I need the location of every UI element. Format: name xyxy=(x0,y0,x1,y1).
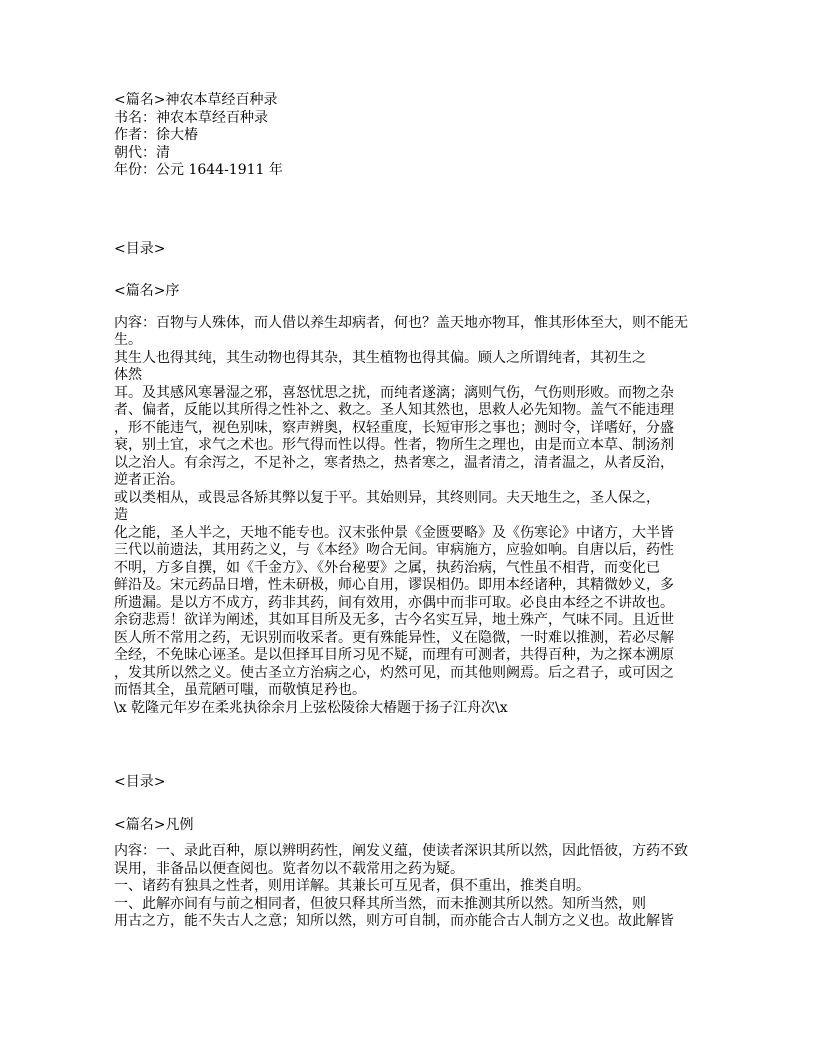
text-line: 耳。及其感风寒暑湿之邪，喜怒忧思之扰，而纯者遂漓；漓则气伤，气伤则形败。而物之杂 xyxy=(114,384,674,401)
toc-marker: <目录> xyxy=(114,774,166,790)
text-line: 其生人也得其纯，其生动物也得其杂，其生植物也得其偏。顾人之所谓纯者，其初生之 xyxy=(114,349,646,366)
text-line: 生。 xyxy=(114,332,142,348)
text-line: 衰，别土宜，求气之术也。形气得而性以得。性者，物所生之理也，由是而立本草、制汤剂 xyxy=(114,437,674,453)
text-line: 或以类相从，或畏忌各矫其弊以复于平。其始则异，其终则同。夫天地生之，圣人保之， xyxy=(114,489,660,506)
text-line: 内容：百物与人殊体，而人借以养生却病者，何也？盖天地亦物耳，惟其形体至大，则不能无 xyxy=(114,314,688,331)
text-line: <篇名>神农本草经百种录 xyxy=(114,92,278,108)
text-line: ，形不能违气，视色别味，察声辨奥，权轻重度，长短审形之事也；测时令，详嗜好，分盛 xyxy=(114,419,674,436)
text-line: 鲜沿及。宋元药品日增，性未研极，师心自用，谬误相仍。即用本经诸种，其精微妙义，多 xyxy=(114,577,674,593)
chapter-title-preface: <篇名>序 xyxy=(114,283,180,299)
text-line: 三代以前遗法，其用药之义，与《本经》吻合无间。审病施方，应验如响。自唐以后，药性 xyxy=(114,542,674,558)
text-line: 一、此解亦间有与前之相同者，但彼只释其所当然，而未推测其所以然。知所当然，则 xyxy=(114,895,646,912)
text-line: 一、诸药有独具之性者，则用详解。其兼长可互见者，俱不重出，推类自明。 xyxy=(114,878,590,894)
section-preface xyxy=(114,241,720,718)
text-line: 而悟其全，虽荒陋可嗤，而敬慎足矜也。 xyxy=(114,682,366,698)
text-line: 书名：神农本草经百种录 xyxy=(114,109,268,126)
chapter-title-fanli: <篇名>凡例 xyxy=(114,816,194,833)
text-line: ，发其所以然之义。使古圣立方治病之心，灼然可见，而其他则阙焉。后之君子，或可因之 xyxy=(114,664,674,681)
text-line: 不明，方多自撰，如《千金方》、《外台秘要》之属，执药治病，气性虽不相背，而变化已 xyxy=(114,559,660,576)
text-line: 内容：一、录此百种，原以辨明药性，阐发义蕴，使读者深识其所以然，因此悟彼，方药不致 xyxy=(114,843,688,859)
text-line: 所遗漏。是以方不成方，药非其药，间有效用，亦偶中而非可取。必良由本经之不讲故也。 xyxy=(114,594,674,611)
text-line: 造 xyxy=(114,507,128,523)
text-line: 用古之方，能不失古人之意；知所以然，则方可自制，而亦能合古人制方之义也。故此解皆 xyxy=(114,913,674,929)
text-line: 者、偏者，反能以其所得之性补之、救之。圣人知其然也，思救人必先知物。盖气不能违理 xyxy=(114,402,674,418)
document-header xyxy=(114,92,720,180)
text-line: 作者：徐大椿 xyxy=(114,127,198,143)
text-line: 误用，非备品以便查阅也。览者勿以不载常用之药为疑。 xyxy=(114,860,464,877)
text-line: \x 乾隆元年岁在柔兆执徐余月上弦松陵徐大椿题于扬子江舟次\x xyxy=(114,699,508,716)
text-line: 医人所不常用之药，无识别而收采者。更有殊能异性，义在隐微，一时难以推测，若必尽解 xyxy=(114,629,674,646)
text-line: 化之能，圣人半之，天地不能专也。汉末张仲景《金匮要略》及《伤寒论》中诸方，大半皆 xyxy=(114,524,674,541)
fanli-content xyxy=(114,843,720,931)
text-line: 全经，不免昧心诬圣。是以但择耳目所习见不疑，而理有可测者，共得百种，为之探本溯原 xyxy=(114,647,674,663)
text-line: 余窃悲焉！欲详为阐述，其如耳目所及无多，古今名实互异，地土殊产，气味不同。且近世 xyxy=(114,612,674,628)
text-line: 体然 xyxy=(114,367,142,383)
text-line: 逆者正治。 xyxy=(114,472,184,488)
text-line: 年份：公元 1644-1911 年 xyxy=(114,162,283,178)
section-fanli xyxy=(114,774,720,931)
text-line: 朝代：清 xyxy=(114,144,170,161)
preface-content xyxy=(114,315,720,718)
text-line: 以之治人。有余泻之，不足补之，寒者热之，热者寒之，温者清之，清者温之，从者反治， xyxy=(114,454,674,471)
toc-marker: <目录> xyxy=(114,240,166,257)
